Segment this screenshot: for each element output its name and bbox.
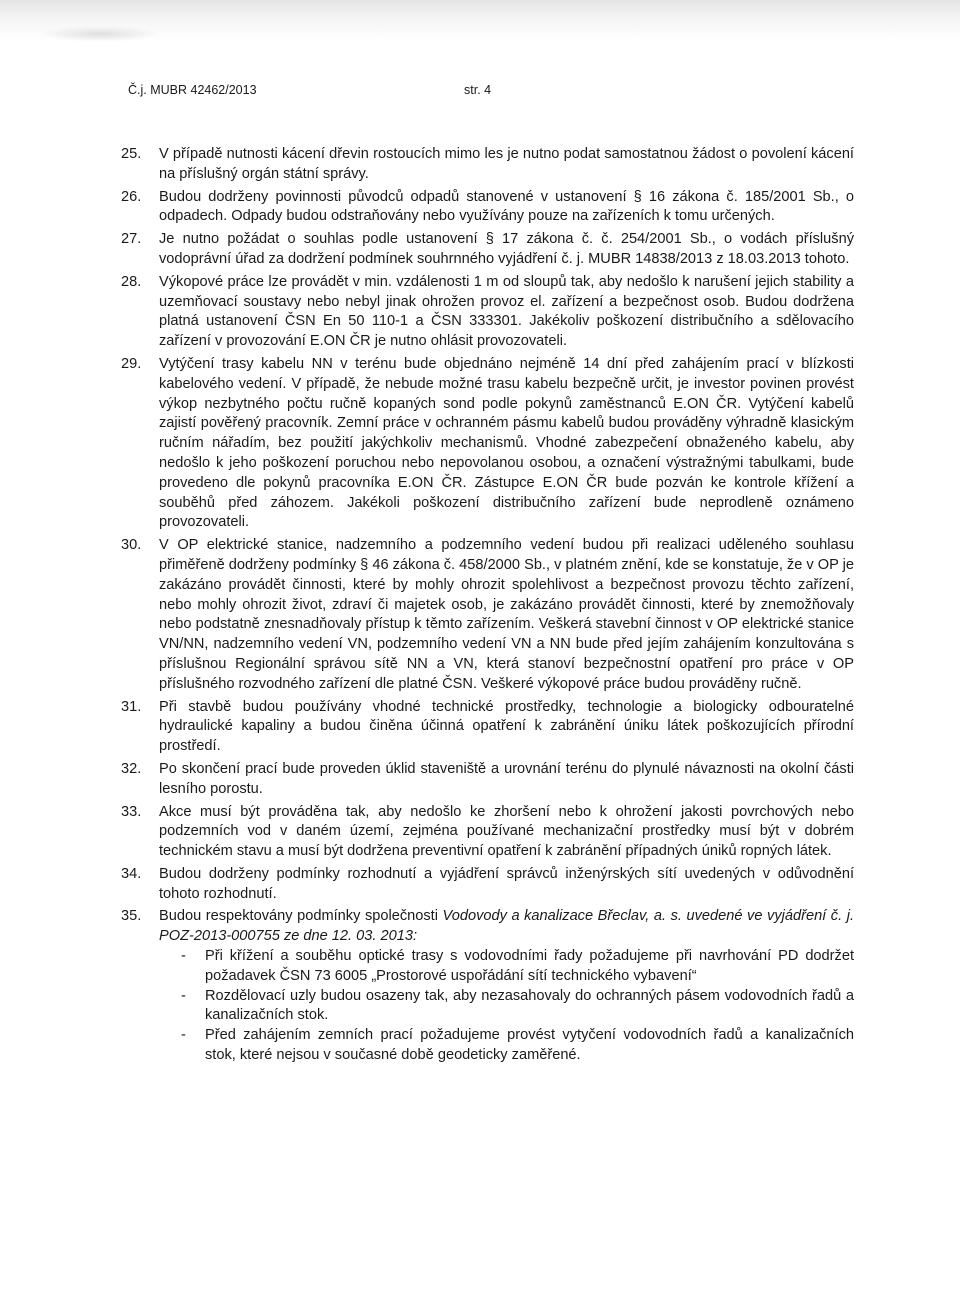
item-number: 30. (121, 537, 142, 554)
item-text: V případě nutnosti kácení dřevin rostoucích mimo les je nutno podat samostatnou žádost o povolení kácení na příslušný orgán státní správy. (159, 146, 854, 182)
bullet-item (159, 987, 854, 1027)
condition-item (121, 188, 854, 228)
item-text: Výkopové práce lze provádět v min. vzdálenosti 1 m od sloupů tak, aby nedošlo k narušení jejich stability a uzemňovací soustavy nebo nebyl jinak ohrožen provoz el. zařízení a bezpečnost osob. Budou dodržena platná ustanovení ČSN En 50 110-1 a ČSN 333301. Jakékoliv poškození distribučního a sdělovacího zařízení v provozování E.ON ČR je nutno ohlásit provozovateli. (159, 273, 854, 350)
item-lead-text: Budou respektovány podmínky společnosti (159, 908, 443, 925)
item-text: Vytýčení trasy kabelu NN v terénu bude objednáno nejméně 14 dní před zahájením prací v blízkosti kabelového vedení. V případě, že nebude možné trasu kabelu bezpečně určit, je investor povinen provést výkop nezbytného počtu ručně kopaných sond podle pokynů zaměstnanců E.ON ČR. Vytýčení kabelů zajistí pověřený pracovník. Zemní práce v ochranném pásmu kabelů budou prováděny výhradně klasickým ručním nářadím, bez použití jakýchkoliv mechanismů. Vhodné zabezpečení obnaženého kabelu, aby nedošlo k jeho poškození poruchou nebo nepovolanou osobou, a označení výstražnými tabulkami, bude provedeno dle pokynů pracovníka E.ON ČR. Zástupce E.ON ČR bude pozván ke kontrole křížení a souběhů před záhozem. Jakékoli poškození distribučního zařízení bude neprodleně oznámeno provozovateli. (159, 355, 854, 531)
item-number: 35. (121, 908, 142, 925)
item-text: Při stavbě budou používány vhodné technické prostředky, technologie a biologicky odbouratelné hydraulické kapaliny a budou činěna účinná opatření k zabránění úniku látek poškozujících přírodní prostředí. (159, 698, 854, 755)
bullet-item (159, 1026, 854, 1066)
item-number: 26. (121, 188, 142, 205)
page-number: str. 4 (464, 83, 492, 97)
item-number: 32. (121, 760, 142, 777)
document-body (121, 145, 854, 1069)
condition-item-35 (121, 907, 854, 1065)
scan-smudge (40, 26, 160, 42)
condition-item (121, 536, 854, 694)
item-number: 27. (121, 231, 142, 248)
company-reference: Vodovody a kanalizace Břeclav, a. s. uvedené ve vyjádření č. j. POZ-2013-000755 ze dne 12. 03. 2013: (159, 908, 855, 945)
bullet-item (159, 947, 854, 987)
item-text: Budou dodrženy povinnosti původců odpadů stanovené v ustanovení § 16 zákona č. 185/2001 Sb., o odpadech. Odpady budou odstraňovány nebo využívány pouze na zařízeních k tomu určených. (159, 188, 854, 225)
item-number: 34. (121, 865, 142, 882)
item-number: 25. (121, 146, 142, 162)
item-text: Akce musí být prováděna tak, aby nedošlo ke zhoršení nebo k ohrožení jakosti povrchových nebo podzemních vod v daném území, zejména používané mechanizační prostředky musí být v dobrém technickém stavu a musí být dodržena preventivní opatření k zabránění případných úniků ropných látek. (159, 803, 854, 860)
condition-item (121, 865, 854, 905)
bullet-text: Před zahájením zemních prací požadujeme provést vytyčení vodovodních řadů a kanalizačních stok, které nejsou v současné době geodeticky zaměřené. (205, 1027, 854, 1064)
bullet-dash: - (181, 1027, 186, 1044)
condition-item (121, 803, 854, 862)
item-number: 29. (121, 355, 142, 372)
item-number: 33. (121, 803, 142, 820)
bullet-list (159, 947, 854, 1066)
condition-item (121, 145, 854, 185)
condition-item (121, 698, 854, 757)
condition-item (121, 760, 854, 800)
condition-item (121, 355, 854, 533)
item-text: Po skončení prací bude proveden úklid staveniště a urovnání terénu do plynulé návaznosti na okolní části lesního porostu. (159, 760, 854, 797)
condition-item (121, 230, 854, 270)
item-text: Je nutno požádat o souhlas podle ustanovení § 17 zákona č. č. 254/2001 Sb., o vodách příslušný vodoprávní úřad za dodržení podmínek souhrnného vyjádření č. j. MUBR 14838/2013 z 18.03.2013 tohoto. (159, 231, 854, 267)
reference-number: Č.j. MUBR 42462/2013 (128, 83, 257, 97)
item-number: 31. (121, 698, 142, 715)
bullet-dash: - (181, 948, 186, 965)
item-number: 28. (121, 273, 142, 290)
item-text: V OP elektrické stanice, nadzemního a podzemního vedení budou při realizaci uděleného souhlasu přiměřeně dodrženy podmínky § 46 zákona č. 458/2000 Sb., v platném znění, kde se konstatuje, že v OP je zakázáno provádět činnosti, které by mohly ohrozit spolehlivost a bezpečnost provozu těchto zařízení, nebo mohly ohrozit život, zdraví či majetek osob, je zakázáno provádět činnosti, které by znemožňovaly nebo podstatně znesnadňovaly přístup k těmto zařízením. Veškerá stavební činnost v OP elektrické stanice VN/NN, nadzemního vedení VN, podzemního vedení VN a NN bude před jejím zahájením konzultována s příslušnou Regionální správou sítě NN a VN, která stanoví bezpečnostní opatření pro práce v OP příslušného rozvodného zařízení dle platné ČSN. Veškeré výkopové práce budou prováděny ručně. (159, 537, 854, 692)
bullet-dash: - (181, 987, 186, 1004)
bullet-text: Rozdělovací uzly budou osazeny tak, aby nezasahovaly do ochranných pásem vodovodních řadů a kanalizačních stok. (205, 987, 854, 1024)
bullet-text: Při křížení a souběhu optické trasy s vodovodními řady požadujeme při navrhování PD dodržet požadavek ČSN 73 6005 „Prostorové uspořádání sítí technického vybavení“ (205, 948, 854, 984)
item-text: Budou dodrženy podmínky rozhodnutí a vyjádření správců inženýrských sítí uvedených v odůvodnění tohoto rozhodnutí. (159, 865, 854, 902)
condition-item (121, 273, 854, 352)
